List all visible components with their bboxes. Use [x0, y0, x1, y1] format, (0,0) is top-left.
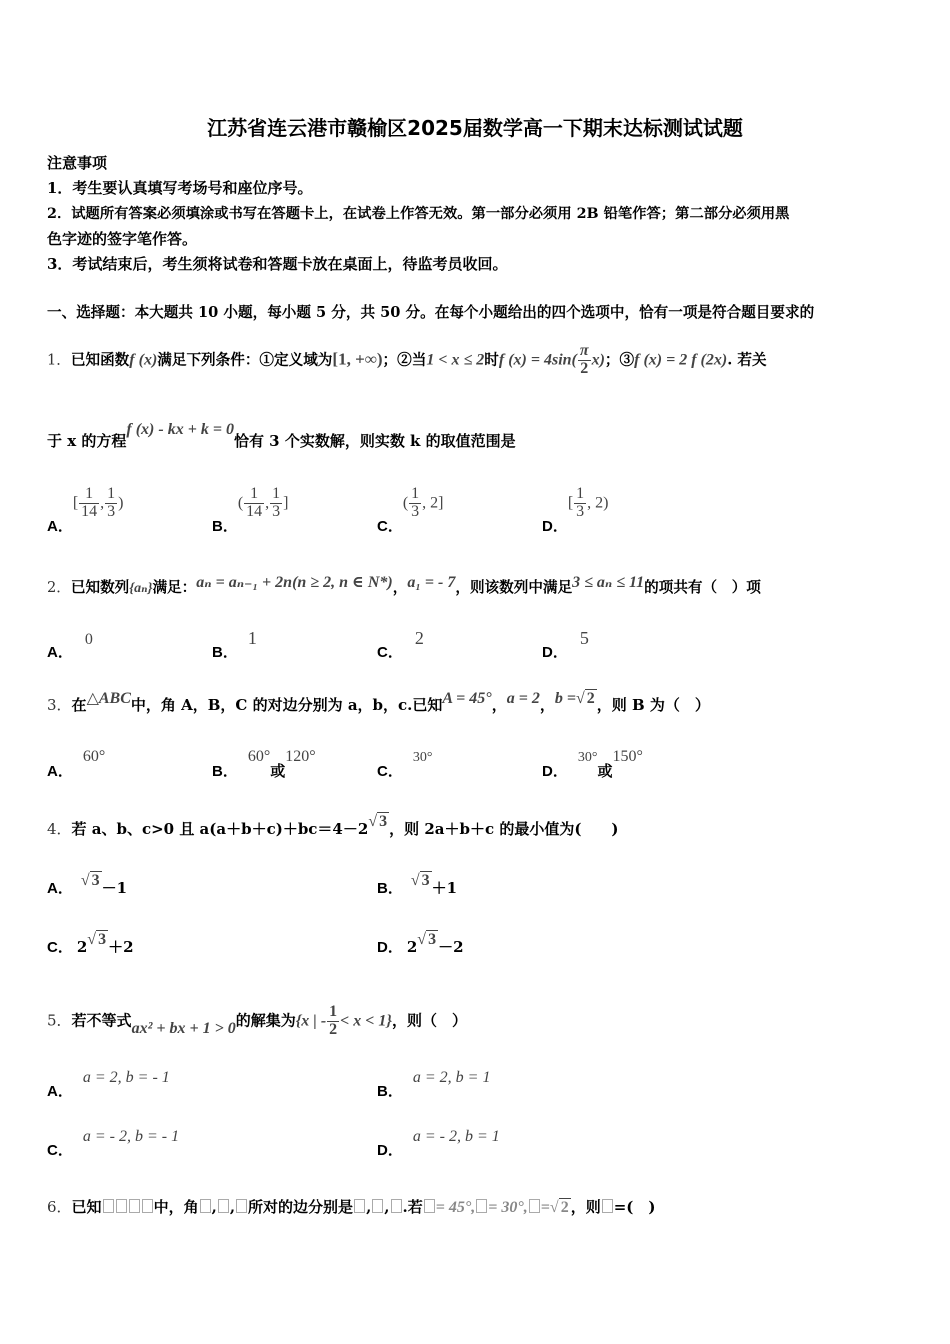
- q5-option-d[interactable]: D．a = - 2, b = 1: [377, 1128, 500, 1159]
- q4-option-d[interactable]: D． 2√ 3 －2: [377, 931, 464, 956]
- q2-option-b[interactable]: B．1: [212, 628, 257, 661]
- q5-option-a[interactable]: A．a = 2, b = - 1: [47, 1069, 170, 1100]
- q3-option-c[interactable]: C．30°: [377, 750, 433, 780]
- q3-option-a[interactable]: A．60°: [47, 748, 106, 780]
- q4-option-b[interactable]: B． √ 3 ＋1: [377, 872, 458, 897]
- q1-option-c[interactable]: C．( $\frac{1}{3}$ , 2]: [377, 485, 444, 536]
- page-title: 江苏省连云港市赣榆区2025届数学高一下期末达标测试试题: [207, 116, 743, 140]
- q5-option-b[interactable]: B．a = 2, b = 1: [377, 1069, 491, 1100]
- q3-option-d[interactable]: D．30°或150°: [542, 748, 643, 780]
- notice-heading: 注意事项: [47, 154, 108, 172]
- question-5: 5．若不等式ax² + bx + 1 > 0的解集为{x | - $\frac{1}{2}$ < x < 1}，则（ ）: [47, 1003, 467, 1038]
- question-3: 3．在△ABC中，角 A，B，C 的对边分别为 a，b，c.已知A = 45°，a = 2，b =√ 2 ，则 B 为（ ）: [47, 690, 710, 714]
- section-heading: 一、选择题：本大题共 10 小题，每小题 5 分，共 50 分。在每个小题给出的四个选项中，恰有一项是符合题目要求的: [47, 304, 815, 321]
- q2-option-d[interactable]: D．5: [542, 628, 589, 661]
- q3-option-b[interactable]: B．60°或120°: [212, 748, 316, 780]
- q1-option-a[interactable]: A．[ $\frac{1}{14}$ , $\frac{1}{3}$ ): [47, 485, 124, 536]
- question-1-line-1: 1．已知函数f (x)满足下列条件：①定义域为[1, +∞)；②当1 < x ≤ 2时f (x) = 4sin( $\frac{\pi}{2}$ x)；③f (x) = 2 f (2x). 若关: [47, 342, 767, 377]
- question-6: 6．已知 中，角 , , 所对的边分别是 , , .若 = 45°, = 30°, =√ 2 ，则 =( ): [47, 1198, 656, 1216]
- notice-item-1: 1．考生要认真填写考场号和座位序号。: [47, 179, 313, 197]
- q1-option-d[interactable]: D．[ $\frac{1}{3}$ , 2): [542, 485, 609, 536]
- q5-option-c[interactable]: C．a = - 2, b = - 1: [47, 1128, 180, 1159]
- q2-option-c[interactable]: C．2: [377, 628, 424, 661]
- q4-option-a[interactable]: A． √ 3 －1: [47, 872, 128, 897]
- notice-item-2a: 2．试题所有答案必须填涂或书写在答题卡上，在试卷上作答无效。第一部分必须用 2B 铅笔作答；第二部分必须用黑: [47, 206, 790, 222]
- question-1-line-2: 于 x 的方程f (x) - kx + k = 0恰有 3 个实数解，则实数 k 的取值范围是: [47, 421, 516, 450]
- q4-option-c[interactable]: C． 2√ 3 ＋2: [47, 931, 134, 956]
- question-2: 2．已知数列{aₙ}满足：aₙ = aₙ₋₁ + 2n(n ≥ 2, n ∈ N*)，a₁ = - 7，则该数列中满足3 ≤ aₙ ≤ 11的项共有（ ）项: [47, 574, 761, 596]
- notice-item-2b: 色字迹的签字笔作答。: [47, 230, 198, 248]
- q1-option-b[interactable]: B．( $\frac{1}{14}$ , $\frac{1}{3}$ ]: [212, 485, 289, 536]
- q2-option-a[interactable]: A．0: [47, 631, 93, 661]
- notice-item-3: 3．考试结束后，考生须将试卷和答题卡放在桌面上，待监考员收回。: [47, 255, 508, 273]
- question-4: 4．若 a、b、c>0 且 a(a＋b＋c)＋bc＝4－2√ 3 ，则 2a＋b＋c 的最小值为( ): [47, 813, 619, 838]
